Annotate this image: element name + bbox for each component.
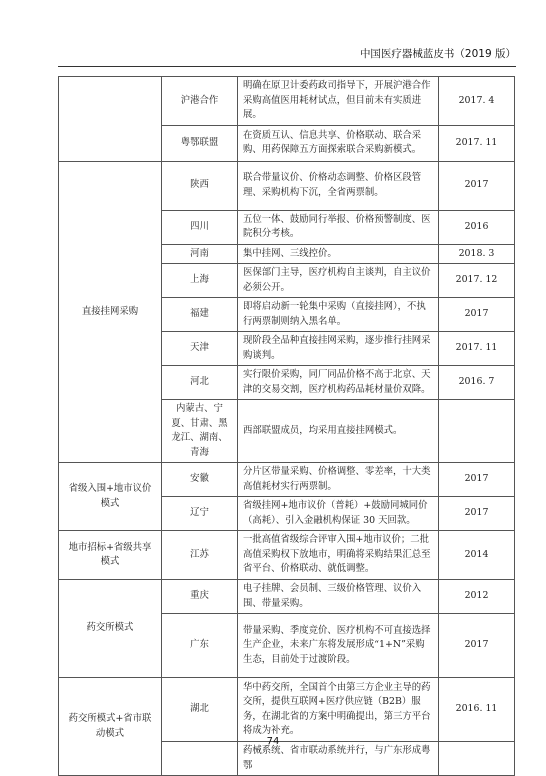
running-header: 中国医疗器械蓝皮书（2019 版） xyxy=(359,48,516,60)
description-cell: 在资质互认、信息共享、价格联动、联合采购、用药保障五方面探索联合采购新模式。 xyxy=(238,125,439,161)
table-row xyxy=(59,531,515,580)
region-cell: 沪港合作 xyxy=(162,77,238,126)
region-cell: 上海 xyxy=(162,264,238,298)
region-cell: 安徽 xyxy=(162,463,238,497)
year-cell: 2017 xyxy=(439,463,515,497)
description-cell: 实行限价采购，同厂同品价格不高于北京、天津的交易交割，医疗机构药品耗材量价双降。 xyxy=(238,366,439,400)
year-cell xyxy=(439,400,515,463)
category-cell: 药交所模式 xyxy=(59,580,162,678)
year-cell: 2017 xyxy=(439,161,515,210)
table-row xyxy=(59,678,515,742)
year-cell: 2016. 11 xyxy=(439,678,515,742)
category-cell: 省级入围+地市议价模式 xyxy=(59,463,162,531)
description-cell: 集中挂网、三线控价。 xyxy=(238,244,439,264)
category-cell: 药交所模式+省市联动模式 xyxy=(59,678,162,776)
region-cell: 陕西 xyxy=(162,161,238,210)
category-cell: 地市招标+省级共享模式 xyxy=(59,531,162,580)
region-cell: 广东 xyxy=(162,614,238,678)
region-cell: 河南 xyxy=(162,244,238,264)
category-cell xyxy=(59,77,162,162)
year-cell: 2017 xyxy=(439,497,515,531)
year-cell: 2017. 11 xyxy=(439,125,515,161)
description-cell: 即将启动新一轮集中采购（直接挂网），不执行两票制则纳入黑名单。 xyxy=(238,298,439,332)
year-cell: 2016. 7 xyxy=(439,366,515,400)
year-cell: 2017. 4 xyxy=(439,77,515,126)
region-cell: 湖北 xyxy=(162,678,238,742)
year-cell: 2017. 12 xyxy=(439,264,515,298)
description-cell: 现阶段全品种直接挂网采购，逐步推行挂网采购谈判。 xyxy=(238,332,439,366)
region-cell: 粤鄂联盟 xyxy=(162,125,238,161)
table-row xyxy=(59,161,515,210)
region-cell: 福建 xyxy=(162,298,238,332)
region-cell: 天津 xyxy=(162,332,238,366)
year-cell: 2017 xyxy=(439,614,515,678)
year-cell: 2014 xyxy=(439,531,515,580)
description-cell: 药械系统、省市联动系统并行，与广东形成粤鄂 xyxy=(238,742,439,776)
table-row xyxy=(59,77,515,126)
description-cell: 带量采购、季度竞价、医疗机构不可直接选择生产企业，未来广东将发展形成“1+N”采购生态，目前处于过渡阶段。 xyxy=(238,614,439,678)
description-cell: 电子挂牌、会员制、三级价格管理、议价入围、带量采购。 xyxy=(238,580,439,614)
description-cell: 一批高值省级综合评审入围+地市议价；二批高值采购权下放地市，明确将采购结果汇总至省平台、价格联动、就低调整。 xyxy=(238,531,439,580)
region-cell: 河北 xyxy=(162,366,238,400)
year-cell: 2017 xyxy=(439,298,515,332)
description-cell: 华中药交所，全国首个由第三方企业主导的药交所，提供互联网+医疗供应链（B2B）服务，在湖北省的方案中明确提出，第三方平台将成为补充。 xyxy=(238,678,439,742)
region-cell: 辽宁 xyxy=(162,497,238,531)
description-cell: 省级挂网+地市议价（普耗）+鼓励同城同价（高耗）、引入金融机构保证 30 天回款。 xyxy=(238,497,439,531)
description-cell: 五位一体、鼓励同行举报、价格预警制度、医院积分考核。 xyxy=(238,210,439,244)
page-number: 74 xyxy=(266,736,280,747)
description-cell: 医保部门主导，医疗机构自主谈判，自主议价必须公开。 xyxy=(238,264,439,298)
description-cell: 联合带量议价、价格动态调整、价格区段管理、采购机构下沉，全省两票制。 xyxy=(238,161,439,210)
region-cell: 四川 xyxy=(162,210,238,244)
table-row xyxy=(59,580,515,614)
year-cell: 2016 xyxy=(439,210,515,244)
header-rule xyxy=(58,66,516,67)
region-cell: 内蒙古、宁夏、甘肃、黑龙江、湖南、青海 xyxy=(162,400,238,463)
year-cell: 2017. 11 xyxy=(439,332,515,366)
year-cell: 2012 xyxy=(439,580,515,614)
region-cell: 重庆 xyxy=(162,580,238,614)
year-cell: 2018. 3 xyxy=(439,244,515,264)
description-cell: 西部联盟成员，均采用直接挂网模式。 xyxy=(238,400,439,463)
category-cell: 直接挂网采购 xyxy=(59,161,162,463)
description-cell: 分片区带量采购、价格调整、零差率，十大类高值耗材实行两票制。 xyxy=(238,463,439,497)
region-cell: 江苏 xyxy=(162,531,238,580)
procurement-models-table xyxy=(58,76,515,776)
description-cell: 明确在原卫计委药政司指导下，开展沪港合作采购高值医用耗材试点，但目前未有实质进展。 xyxy=(238,77,439,126)
table-row xyxy=(59,463,515,497)
